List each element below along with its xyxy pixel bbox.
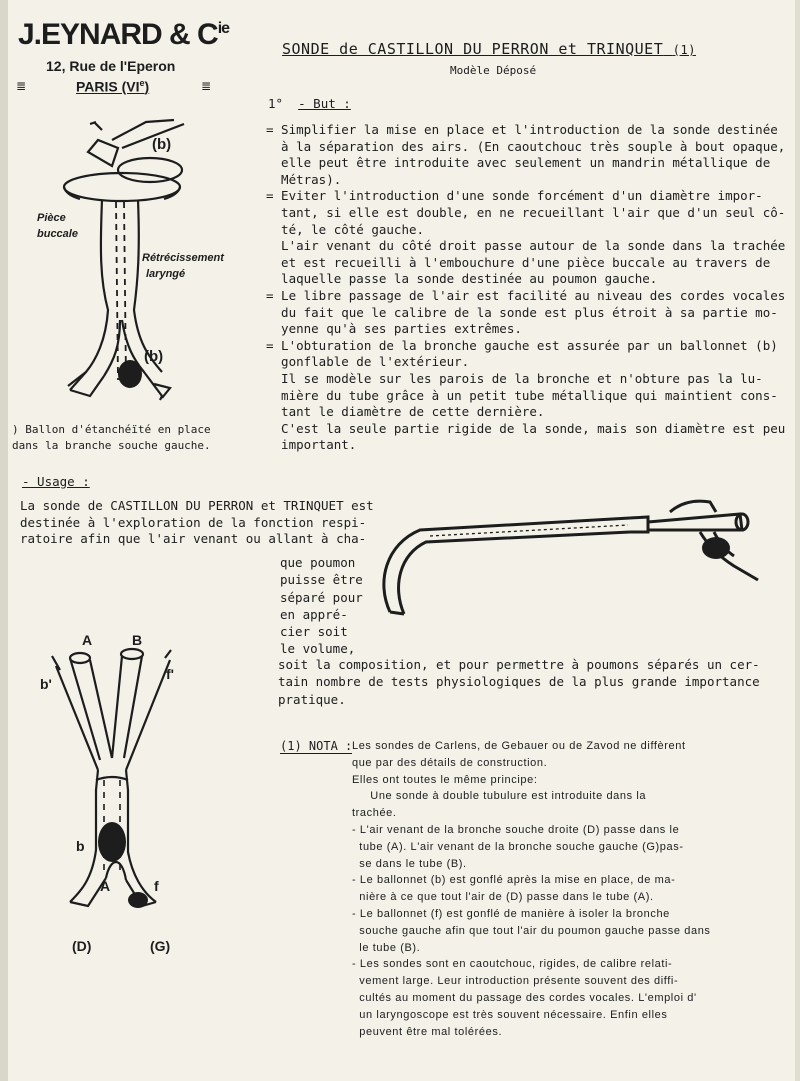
nota-text-line: un laryngoscope est très souvent nécessaire. Enfin elles	[352, 1008, 668, 1021]
figure-double-tube	[40, 630, 220, 930]
section-but-heading: 1° - But :	[268, 96, 351, 111]
figure1-label-retrecissement: Rétrécissement	[142, 252, 224, 264]
but-text-line: = Eviter l'introduction d'une sonde forcément d'un diamètre impor-	[266, 188, 763, 204]
but-text-line: elle peut être introduite avec seulement un mandrin métallique de	[266, 155, 771, 171]
section-but-body	[266, 122, 786, 454]
nota-body	[352, 738, 732, 1040]
figure2-label-f: f	[154, 878, 159, 894]
but-text-line: = L'obturation de la bronche gauche est assurée par un ballonnet (b)	[266, 337, 778, 353]
figure-sonde-profile	[370, 492, 770, 622]
figure2-label-B: B	[132, 632, 143, 648]
decorative-mark-right: ≣	[201, 79, 212, 93]
nota-text-line: Une sonde à double tubulure est introduite dans la	[352, 790, 647, 803]
nota-text-line: tube (A). L'air venant de la bronche souche gauche (G)pas-	[352, 840, 684, 853]
document-title: SONDE de CASTILLON DU PERRON et TRINQUET (1)	[282, 40, 696, 58]
figure1-caption-line1: ) Ballon d'étanchéïté en place	[12, 423, 211, 436]
nota-text-line: - L'air venant de la bronche souche droite (D) passe dans le	[352, 823, 680, 836]
but-text-line: yenne qu'à ses parties extrêmes.	[266, 321, 522, 337]
usage-text-line: en appré-	[280, 606, 348, 622]
section-usage-heading: - Usage :	[22, 474, 90, 489]
usage-text-line: que poumon	[280, 555, 356, 570]
company-name: J.EYNARD & $C^{ie}$	[18, 18, 230, 51]
figure2-label-A: A	[82, 632, 93, 648]
but-text-line: gonflable de l'extérieur.	[266, 354, 470, 370]
figure2-label-A-low: A	[100, 878, 111, 894]
but-text-line: du fait que le calibre de la sonde est plus étroit à sa partie mo-	[266, 304, 778, 320]
nota-text-line: peuvent être mal tolérées.	[352, 1025, 503, 1038]
usage-text-line: La sonde de CASTILLON DU PERRON et TRINQUET est	[20, 498, 374, 513]
nota-text-line: nière à ce que tout l'air de (D) passe dans le tube (A).	[352, 891, 654, 904]
nota-text-line: se dans le tube (B).	[352, 857, 467, 870]
nota-text-line: vement large. Leur introduction présente souvent des diffi-	[352, 975, 679, 988]
company-city: PARIS (VIe)	[76, 78, 150, 95]
figure2-label-b: b	[76, 838, 85, 854]
nota-text-line: Les sondes de Carlens, de Gebauer ou de Zavod ne diffèrent	[352, 740, 686, 752]
but-text-line: tant, si elle est double, en ne recueillant l'air que d'un seul cô-	[266, 204, 786, 220]
page-edge-left	[0, 0, 8, 1081]
but-text-line: tant le diamètre de cette dernière.	[266, 404, 545, 420]
but-text-line: té, le côté gauche.	[266, 221, 425, 237]
figure1-label-b-top: (b)	[152, 136, 172, 153]
but-text-line: Métras).	[266, 171, 342, 187]
usage-text-line: puisse être	[280, 572, 363, 588]
but-text-line: L'air venant du côté droit passe autour de la sonde dans la trachée	[266, 238, 786, 254]
usage-text-line: soit la composition, et pour permettre à poumons séparés un cer-	[278, 657, 760, 672]
usage-text-line: séparé pour	[280, 589, 363, 605]
decorative-mark-left: ≣	[16, 79, 27, 93]
company-address: 12, Rue de l'Eperon	[46, 58, 176, 74]
nota-text-line: cultés au moment du passage des cordes vocales. L'emploi d'	[352, 991, 697, 1004]
but-text-line: important.	[266, 437, 357, 453]
figure1-label-larynge: laryngé	[146, 268, 186, 280]
nota-text-line: - Le ballonnet (b) est gonflé après la mise en place, de ma-	[352, 874, 676, 887]
nota-text-line: souche gauche afin que tout l'air du poumon gauche passe dans	[352, 924, 711, 937]
figure1-caption-line2: dans la branche souche gauche.	[12, 439, 211, 452]
figure2-label-b-prime: b'	[40, 676, 52, 692]
usage-text-line: tain nombre de tests physiologiques de la plus grande importance	[278, 674, 760, 690]
figure1-label-b-bottom: (b)	[144, 348, 164, 365]
but-text-line: laquelle passe la sonde destinée au poumon gauche.	[266, 271, 658, 287]
but-text-line: = Simplifier la mise en place et l'introduction de la sonde destinée	[266, 122, 778, 137]
but-text-line: = Le libre passage de l'air est facilité au niveau des cordes vocales	[266, 287, 786, 303]
usage-text-line: destinée à l'exploration de la fonction respi-	[20, 514, 367, 530]
usage-text-line: le volume,	[280, 641, 356, 657]
nota-text-line: - Le ballonnet (f) est gonflé de manière à isoler la bronche	[352, 907, 670, 920]
usage-text-line: ratoire afin que l'air venant ou allant à cha-	[20, 531, 367, 547]
but-text-line: et est recueilli à l'embouchure d'une pièce buccale au travers de	[266, 254, 771, 270]
nota-text-line: trachée.	[352, 807, 397, 820]
document-subtitle: Modèle Déposé	[450, 64, 537, 77]
usage-text-line: pratique.	[278, 691, 346, 707]
figure-sonde-illustration	[30, 110, 250, 420]
figure2-label-f-prime: f'	[166, 666, 174, 682]
but-text-line: Il se modèle sur les parois de la bronche et n'obture pas la lu-	[266, 370, 763, 386]
section-usage-narrow	[280, 554, 370, 658]
nota-text-line: - Les sondes sont en caoutchouc, rigides, de calibre relati-	[352, 958, 673, 971]
nota-label: (1) NOTA :	[280, 739, 353, 753]
section-usage-body	[20, 498, 374, 548]
section-usage-wide	[278, 656, 760, 708]
nota-text-line: que par des détails de construction.	[352, 756, 548, 769]
but-text-line: mière du tube grâce à un petit tube métallique qui maintient cons-	[266, 387, 778, 403]
figure2-label-D: (D)	[72, 938, 92, 954]
figure1-label-buccale: buccale	[37, 228, 78, 240]
usage-text-line: cier soit	[280, 624, 348, 640]
nota-text-line: Elles ont toutes le même principe:	[352, 773, 538, 786]
but-text-line: C'est la seule partie rigide de la sonde, mais son diamètre est peu	[266, 420, 786, 436]
figure2-label-G: (G)	[150, 938, 171, 954]
page-edge-right	[795, 0, 800, 1081]
but-text-line: à la séparation des airs. (En caoutchouc très souple à bout opaque,	[266, 138, 786, 154]
nota-text-line: le tube (B).	[352, 941, 421, 954]
figure1-label-piece: Pièce	[37, 212, 66, 224]
